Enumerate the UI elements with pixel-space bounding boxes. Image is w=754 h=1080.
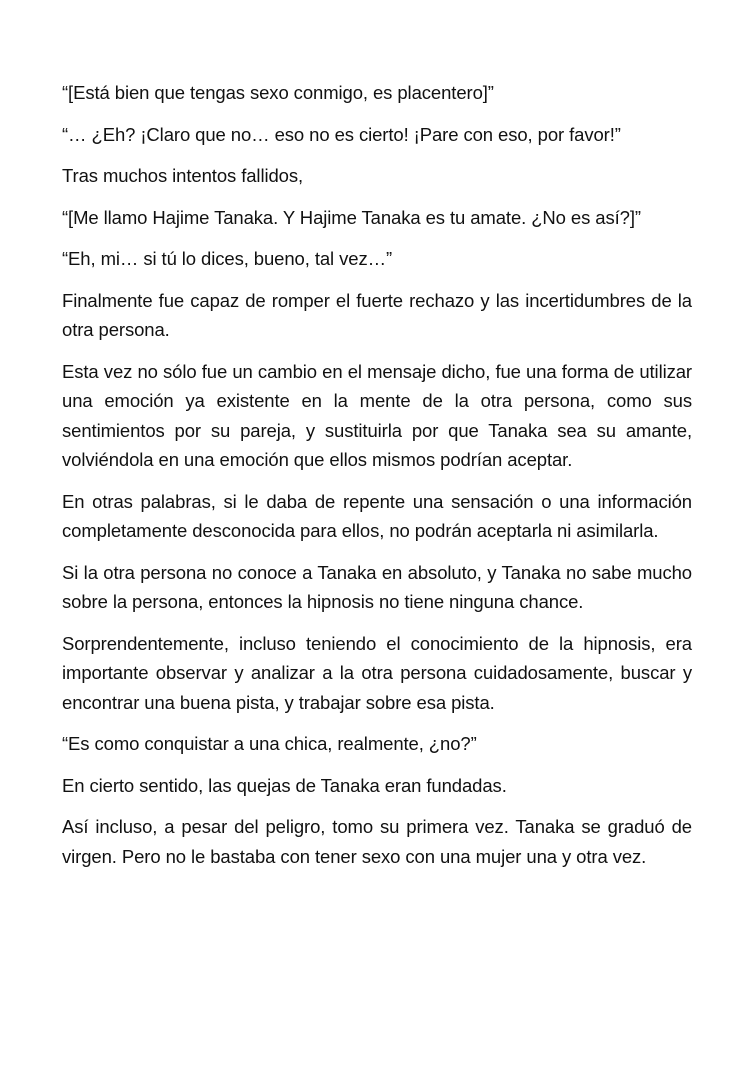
paragraph-2: “… ¿Eh? ¡Claro que no… eso no es cierto! ¡Pare con eso, por favor!”: [62, 123, 621, 145]
paragraph-10: Sorprendentemente, incluso teniendo el conocimiento de la hipnosis, era importante observar y analizar a la otra persona cuidadosamente, buscar y encontrar una buena pista, y trabajar sobre esa pista.: [62, 632, 692, 713]
paragraph-3: Tras muchos intentos fallidos,: [62, 165, 304, 186]
paragraph-7: Esta vez no sólo fue un cambio en el mensaje dicho, fue una forma de utilizar una emoción ya existente en la mente de la otra persona, como sus sentimientos por su pareja, y sustituirla por que Tanaka sea su amante, volviéndola en una emoción que ellos mismos podrían aceptar.: [62, 360, 692, 470]
paragraph-13: Así incluso, a pesar del peligro, tomo su primera vez. Tanaka se graduó de virgen. Pero no le bastaba con tener sexo con una mujer una y otra vez.: [62, 816, 692, 867]
paragraph-12: En cierto sentido, las quejas de Tanaka eran fundadas.: [62, 774, 507, 796]
paragraph-6: Finalmente fue capaz de romper el fuerte rechazo y las incertidumbres de la otra persona.: [62, 289, 692, 340]
paragraph-4: “[Me llamo Hajime Tanaka. Y Hajime Tanaka es tu amate. ¿No es así?]”: [62, 206, 641, 228]
paragraph-1: “[Está bien que tengas sexo conmigo, es placentero]”: [62, 82, 494, 103]
paragraph-8: En otras palabras, si le daba de repente una sensación o una información completamente desconocida para ellos, no podrán aceptarla ni asimilarla.: [62, 490, 692, 541]
paragraph-9: Si la otra persona no conoce a Tanaka en absoluto, y Tanaka no sabe mucho sobre la persona, entonces la hipnosis no tiene ninguna chance.: [62, 561, 692, 612]
paragraph-11: “Es como conquistar a una chica, realmente, ¿no?”: [62, 733, 477, 754]
paragraph-5: “Eh, mi… si tú lo dices, bueno, tal vez…”: [62, 248, 393, 269]
